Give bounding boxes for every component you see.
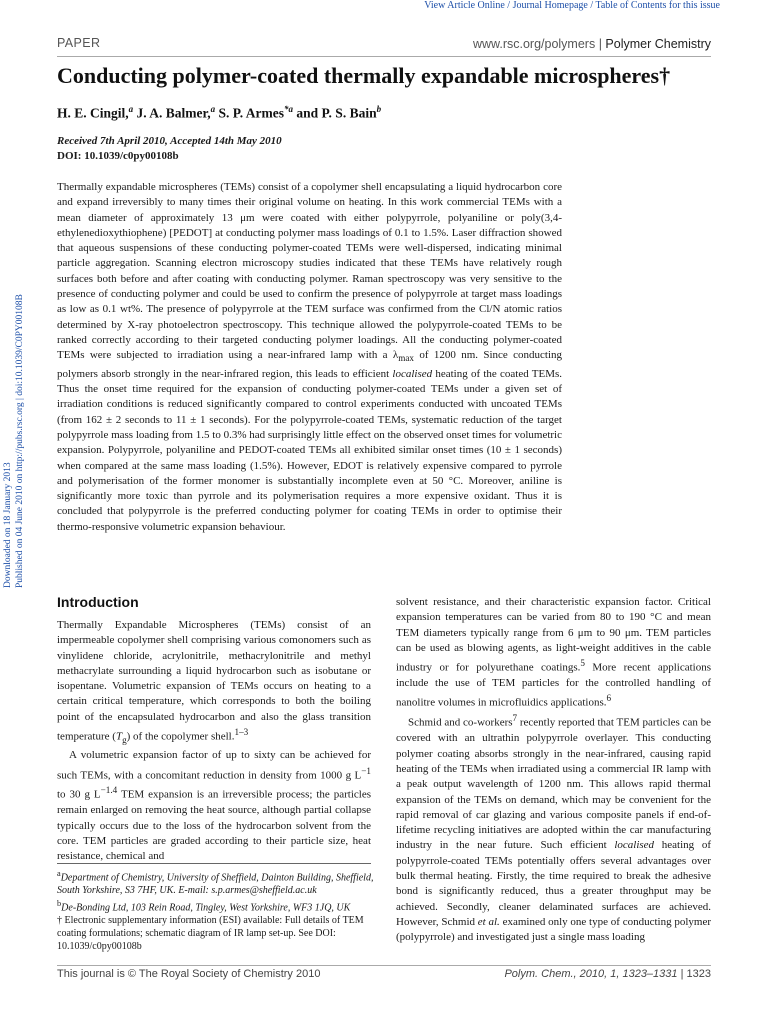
body-paragraph <box>396 595 711 711</box>
footnote-affiliation-b <box>57 898 375 915</box>
footnote-rule <box>57 863 371 864</box>
text-segment: ) of the copolymer shell. <box>126 730 235 743</box>
article-title: Conducting polymer-coated thermally expandable microspheres† <box>57 63 671 88</box>
reference-citation[interactable]: 5 <box>580 658 585 669</box>
paper-type-label: PAPER <box>57 36 101 50</box>
received-dates: Received 7th April 2010, Accepted 14th May 2010 <box>57 135 282 147</box>
author-affiliation-mark: *a <box>284 104 294 114</box>
author-affiliation-mark: a <box>210 104 216 114</box>
text-segment: Thermally Expandable Microspheres (TEMs) consist of an impermeable copolymer shell comprising various comonomers such as vinylidene chloride, acrylonitrile, methacrylonitrile and methyl methacrylate surrounding a liquid hydrocarbon such as isobutane or isopentane. Volumetric expansion of TEMs occurs on heating to a certain critical temperature, which corresponds to both the boiling point of the encapsulated hydrocarbon and also the glass transition temperature ( <box>57 619 371 743</box>
section-heading-introduction: Introduction <box>57 594 139 610</box>
author-affiliation-mark: a <box>128 104 134 114</box>
text-segment: A volumetric expansion factor of up to sixty can be achieved for such TEMs, with a concomitant reduction in density from 1000 g L <box>57 749 371 782</box>
body-paragraph <box>396 711 711 945</box>
body-column-right <box>396 595 711 946</box>
journal-site-url[interactable]: www.rsc.org/polymers <box>472 37 596 51</box>
reference-citation[interactable]: 1–3 <box>234 727 249 738</box>
author-name: and P. S. Bain <box>293 105 377 121</box>
reference-citation[interactable]: .4 <box>110 785 118 796</box>
unit-exponent: −1 <box>100 785 111 796</box>
footer-rule <box>57 965 711 966</box>
page-citation <box>504 968 711 980</box>
text-segment: recently reported that TEM particles can be covered with an ultrathin polypyrrole overlayer. This conducting polymer coating absorbs strongly in the near-infrared, causing rapid heating of the TEMs when irradiated using a commercial IR lamp with a peak output wavelength of 1200 nm. This allows rapid thermal expansion of the TEMs on demand, which may be convenient for the rapid removal of car glazing and various composite panels if end-of-lifetime recycling initiatives are adopted within the car manufacturing industry in the near future. Such efficient <box>396 717 711 852</box>
footnotes <box>57 868 375 953</box>
journal-homepage-link[interactable]: Journal Homepage <box>512 0 588 11</box>
text-segment: Schmid and co-workers <box>408 717 513 730</box>
footnote-text: Department of Chemistry, University of Sheffield, Dainton Building, Sheffield, South Yorkshire, S3 7HF, UK. E-mail: s.p.armes@sheffield.ac.uk <box>57 872 374 897</box>
top-links-bar <box>424 0 720 11</box>
body-paragraph <box>57 618 371 748</box>
symbol-subscript: g <box>122 734 127 745</box>
journal-name: Polymer Chemistry <box>605 37 711 51</box>
footnote-mark: b <box>57 898 62 908</box>
footnote-esi: † Electronic supplementary information (ESI) available: Full details of TEM coating formulations; schematic diagram of IR lamp set-up. See DOI: 10.1039/c0py00108b <box>57 915 364 952</box>
text-segment: TEM expansion is an irreversible process; the particles remain enlarged on removing the heat source, although partial collapse typically occurs due to the loss of the hydrocarbon solvent from the core. TEM particles are graded according to their particle size, heat resistance, chemical and <box>57 789 371 863</box>
view-article-online-link[interactable]: View Article Online <box>424 0 505 11</box>
abstract-segment: heating of the coated TEMs. Thus the onset time required for the expansion of conducting polymer-coated TEMs under a given set of irradiation conditions is reduced significantly compared to control experiments conducted with uncoated TEMs (from 162 ± 2 seconds to 11 ± 1 seconds). For the polypyrrole-coated TEMs, systematic reduction of the target polypyrrole mass loading from 1.5 to 0.3% had surprisingly little effect on the observed onset times for volumetric expansion. Polypyrrole, polyaniline and PEDOT-coated TEMs all exhibited similar onset times (10 ± 1 seconds) when compared at the same mass loading (1.5%). However, EDOT is relatively expensive compared to pyrrole and polymerisation of the former monomer is substantially incomplete even at 50 °C. Moreover, aniline is significantly more toxic than pyrrole and its polymerisation requires a more expensive oxidant. Thus it is concluded that polypyrrole is the preferred conducting polymer for coating TEMs in order to optimise their thermo-responsive volumetric expansion behaviour. <box>57 367 562 533</box>
body-column-left <box>57 618 371 865</box>
header-rule <box>57 56 711 57</box>
copyright-notice: This journal is © The Royal Society of Chemistry 2010 <box>57 968 321 980</box>
sidebar-rotated-text <box>2 294 26 588</box>
reference-citation[interactable]: 6 <box>606 693 612 704</box>
abstract-subscript: max <box>398 353 414 364</box>
footer-divider: | <box>680 968 684 980</box>
author-name: H. E. Cingil, <box>57 105 129 121</box>
reference-citation[interactable]: 7 <box>512 713 518 724</box>
author-name: J. A. Balmer, <box>133 105 211 121</box>
author-name: S. P. Armes <box>215 105 285 121</box>
text-emphasis: et al. <box>477 915 500 928</box>
page-number: 1323 <box>686 968 711 980</box>
published-notice-link[interactable]: Published on 04 June 2010 on http://pubs.rsc.org | doi:10.1039/C0PY00108B <box>15 294 25 588</box>
table-of-contents-link[interactable]: Table of Contents for this issue <box>595 0 720 11</box>
journal-citation: Polym. Chem., 2010, 1, 1323–1331 <box>504 968 678 980</box>
author-affiliation-mark: b <box>376 104 382 114</box>
abstract-emphasis: localised <box>392 367 433 380</box>
unit-exponent: −1 <box>361 765 371 776</box>
link-separator: / <box>504 0 513 11</box>
abstract-segment: of 1200 nm. Since conducting polymers absorb strongly in the near-infrared region, this leads to efficient <box>57 349 562 380</box>
text-segment: heating of polypyrrole-coated TEMs potentially offers several advantages over bulk thermal heating. Firstly, the time required to break the adhesive bond is significantly reduced, thus a greater throughput may be achieved. Secondly, cleaner delaminated surfaces are achieved. However, Schmid <box>396 839 712 928</box>
download-sidebar <box>2 268 25 588</box>
symbol-italic: T <box>115 730 123 743</box>
abstract-segment: Thermally expandable microspheres (TEMs) consist of a copolymer shell encapsulating a liquid hydrocarbon core and expand irreversibly to many times their original volume on heating. In this work commercial TEMs with a mean diameter of approximately 13 μm were coated with either polypyrrole, polyaniline or poly(3,4-ethylenedioxythiophene) [PEDOT] at conducting polymer mass loadings of 0.1 to 1.5%. Laser diffraction showed that aqueous suspensions of these conducting polymer-coated TEMs were well-dispersed, indicating minimal particle aggregation. Scanning electron microscopy studies indicated that these TEMs have relatively rough surfaces both before and after coating with conducting polymer. Raman spectroscopy was very sensitive to the presence of conducting polymer and could be used to confirm the presence of polypyrrole at target mass loadings as low as 0.1 wt%. The presence of polypyrrole at the TEM surface was confirmed from the Cl/N atomic ratios determined by X-ray photoelectron spectroscopy. This technique allowed the polypyrrole-coated TEMs to be ranked correctly according to their targeted conducting polymer loadings. All the conducting polymer-coated TEMs were subjected to irradiation using a near-infrared lamp with a λ <box>57 181 562 362</box>
text-segment: solvent resistance, and their characteristic expansion factor. Critical expansion temperatures can be varied from 80 to 190 °C and mean TEM diameters typically range from 6 μm to 90 μm. TEM particles can be used as blowing agents, as light-weight additives in the cable industry or for polyurethane coatings. <box>396 596 711 674</box>
footnote-mark: a <box>57 869 61 878</box>
abstract-text <box>57 180 562 535</box>
text-segment: to 30 g L <box>57 789 101 802</box>
text-segment: examined only one type of conducting polymer (polypyrrole) and investigated just a single mass loading <box>396 915 711 944</box>
body-paragraph <box>57 748 371 864</box>
text-emphasis: localised <box>614 839 655 852</box>
header-divider: | <box>598 37 602 51</box>
link-separator: / <box>587 0 596 11</box>
author-list <box>57 104 381 122</box>
footnote-text: De-Bonding Ltd, 103 Rein Road, Tingley, West Yorkshire, WF3 1JQ, UK <box>61 902 351 914</box>
journal-header <box>473 37 711 51</box>
footnote-affiliation-a <box>57 868 375 898</box>
downloaded-notice: Downloaded on 18 January 2013 <box>3 462 13 588</box>
text-segment: More recent applications include the use of TEM particles for the controlled handling of nanolitre volumes in microfluidics applications. <box>396 661 711 710</box>
article-doi: DOI: 10.1039/c0py00108b <box>57 150 179 162</box>
